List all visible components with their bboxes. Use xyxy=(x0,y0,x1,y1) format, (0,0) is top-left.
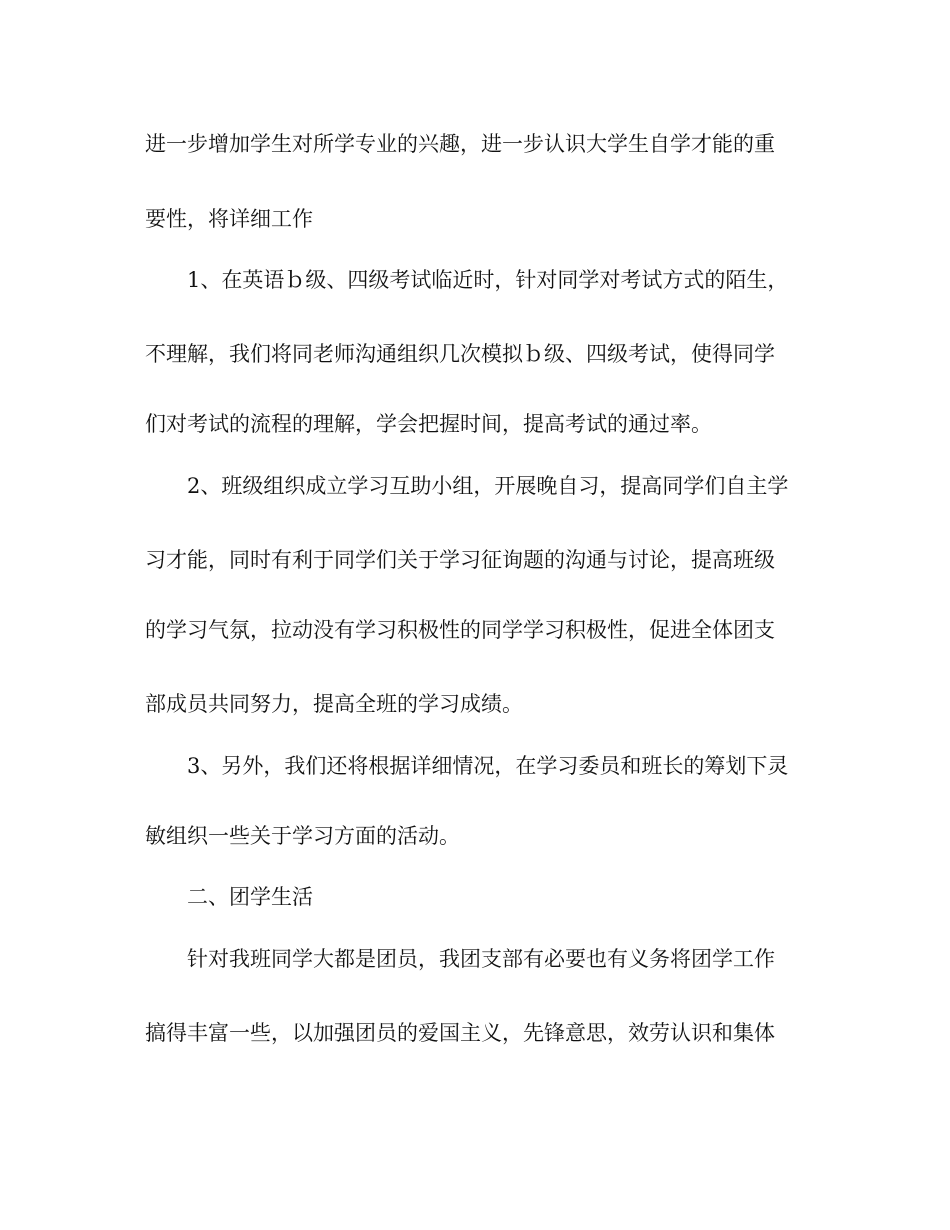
paragraph-line: 的学习气氛，拉动没有学习积极性的同学学习积极性，促进全体团支 xyxy=(145,618,775,642)
paragraph-line: 2、班级组织成立学习互助小组，开展晚自习，提高同学们自主学 xyxy=(187,474,789,498)
paragraph-line: 搞得丰富一些，以加强团员的爱国主义，先锋意思，效劳认识和集体 xyxy=(145,1021,775,1045)
paragraph-line: 们对考试的流程的理解，学会把握时间，提高考试的通过率。 xyxy=(145,412,712,436)
paragraph-line: 部成员共同努力，提高全班的学习成绩。 xyxy=(145,692,523,716)
paragraph-line: 1、在英语ｂ级、四级考试临近时，针对同学对考试方式的陌生， xyxy=(187,268,789,292)
paragraph-line: 针对我班同学大都是团员，我团支部有必要也有义务将团学工作 xyxy=(187,947,775,971)
paragraph-line: 敏组织一些关于学习方面的活动。 xyxy=(145,824,460,848)
paragraph-line: 要性，将详细工作 xyxy=(145,207,313,231)
paragraph-line: 不理解，我们将同老师沟通组织几次模拟ｂ级、四级考试，使得同学 xyxy=(145,342,775,366)
section-heading: 二、团学生活 xyxy=(187,885,313,909)
paragraph-line: 3、另外，我们还将根据详细情况，在学习委员和班长的筹划下灵 xyxy=(187,754,789,778)
paragraph-line: 进一步增加学生对所学专业的兴趣，进一步认识大学生自学才能的重 xyxy=(145,132,775,156)
paragraph-line: 习才能，同时有利于同学们关于学习征询题的沟通与讨论，提高班级 xyxy=(145,548,775,572)
